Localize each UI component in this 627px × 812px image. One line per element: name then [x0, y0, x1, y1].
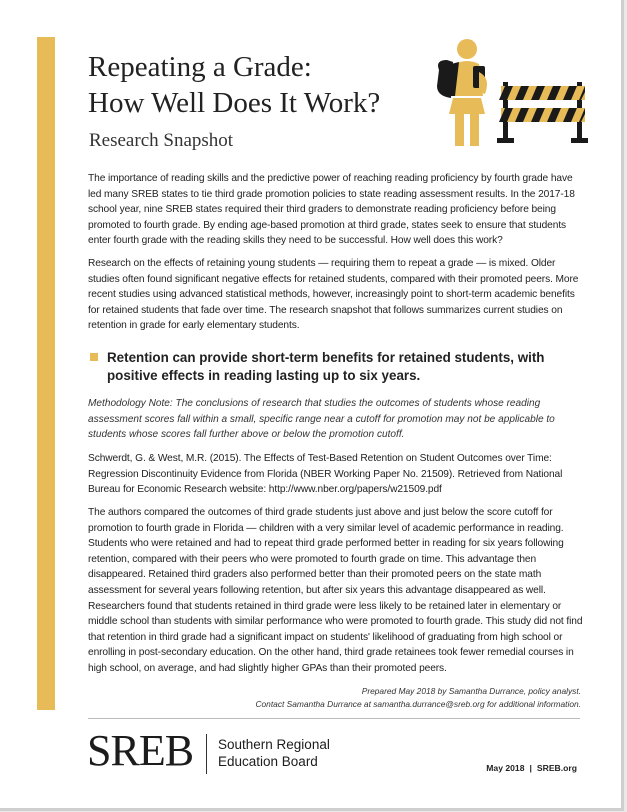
page-subtitle: Research Snapshot — [89, 130, 234, 151]
org-name-line-2: Education Board — [218, 754, 318, 769]
student-with-backpack-icon — [437, 39, 487, 146]
footer-meta — [486, 763, 577, 773]
key-finding-text: Retention can provide short-term benefits for retained students, with positive effects in reading lasting up to six years. — [107, 350, 545, 383]
road-barrier-icon — [497, 82, 588, 143]
org-name-line-1: Southern Regional — [218, 737, 330, 752]
page-title — [88, 49, 380, 121]
study-summary-paragraph: The authors compared the outcomes of third grade students just above and just below the score cutoff for promotion to fourth grade in Florida — children with a very similar level of academic performance in reading. Students who were retained and had to repeat third grade performed better in reading for six years following retention, compared with their peers who were promoted to fourth grade on time. This advantage then disappeared. Retained third graders also performed better than their promoted peers on the state math assessment for several years following retention, but after six years this advantage disappeared as well. Researchers found that students retained in third grade were less likely to be retained later in elementary or middle school than students with similar performance who were promoted to fourth grade. This study did not find that retention in third grade had a significant impact on students' likelihood of graduating from high school or enrolling in post-secondary education. On the other hand, third grade retainees took fewer remedial courses in high school, on average, and had slightly higher GPAs than their promoted peers. — [88, 507, 583, 674]
key-finding — [90, 349, 580, 385]
prepared-by: Prepared May 2018 by Samantha Durrance, policy analyst. — [361, 686, 581, 696]
sreb-logo: SREB — [87, 726, 194, 775]
methodology-note: Methodology Note: The conclusions of research that studies the outcomes of students whose reading assessment scores fall within a small, specific range near a cutoff for promotion may not be applicable to students whose scores fall further above or below the promotion cutoff. — [88, 398, 555, 441]
organization-name — [218, 736, 330, 770]
contact-info: Contact Samantha Durrance at samantha.durrance@sreb.org for additional information. — [255, 699, 581, 710]
header-illustration — [425, 36, 595, 156]
citation: Schwerdt, G. & West, M.R. (2015). The Effects of Test-Based Retention on Student Outcomes over Time: Regression Discontinuity Evidence from Florida (NBER Working Paper No. 21509). Retrieved from National Bureau for Economic Research website: http://www.nber.org/papers/w21509.pdf — [88, 453, 563, 496]
logo-divider — [206, 734, 207, 774]
accent-bar — [37, 37, 55, 710]
research-paragraph: Research on the effects of retaining young students — requiring them to repeat a grade — is mixed. Older studies often found significant negative effects for retained students, compared with their promoted peers. More recent studies using advanced statistical methods, however, increasingly point to short-term academic benefits for retained students that fade over time. The research snapshot that follows summarizes current studies on retention in grade for early elementary students. — [88, 258, 579, 332]
title-line-1: Repeating a Grade: — [88, 51, 312, 83]
intro-paragraph: The importance of reading skills and the predictive power of reaching reading proficiency by fourth grade have led many SREB states to tie third grade promotion policies to state reading assessment results. In the 2017-18 school year, nine SREB states required their third graders to demonstrate reading proficiency before being promoted to fourth grade. By ending age-based promotion at third grade, states seek to ensure that students enter fourth grade with the reading skills they need to be successful. How well does this work? — [88, 173, 575, 247]
square-bullet-icon — [90, 353, 98, 361]
title-line-2: How Well Does It Work? — [88, 87, 381, 119]
footer-divider — [88, 718, 580, 719]
footer-separator: | — [529, 763, 532, 773]
credits — [255, 685, 581, 712]
website-link[interactable]: SREB.org — [536, 763, 577, 773]
publication-date: May 2018 — [486, 763, 525, 773]
